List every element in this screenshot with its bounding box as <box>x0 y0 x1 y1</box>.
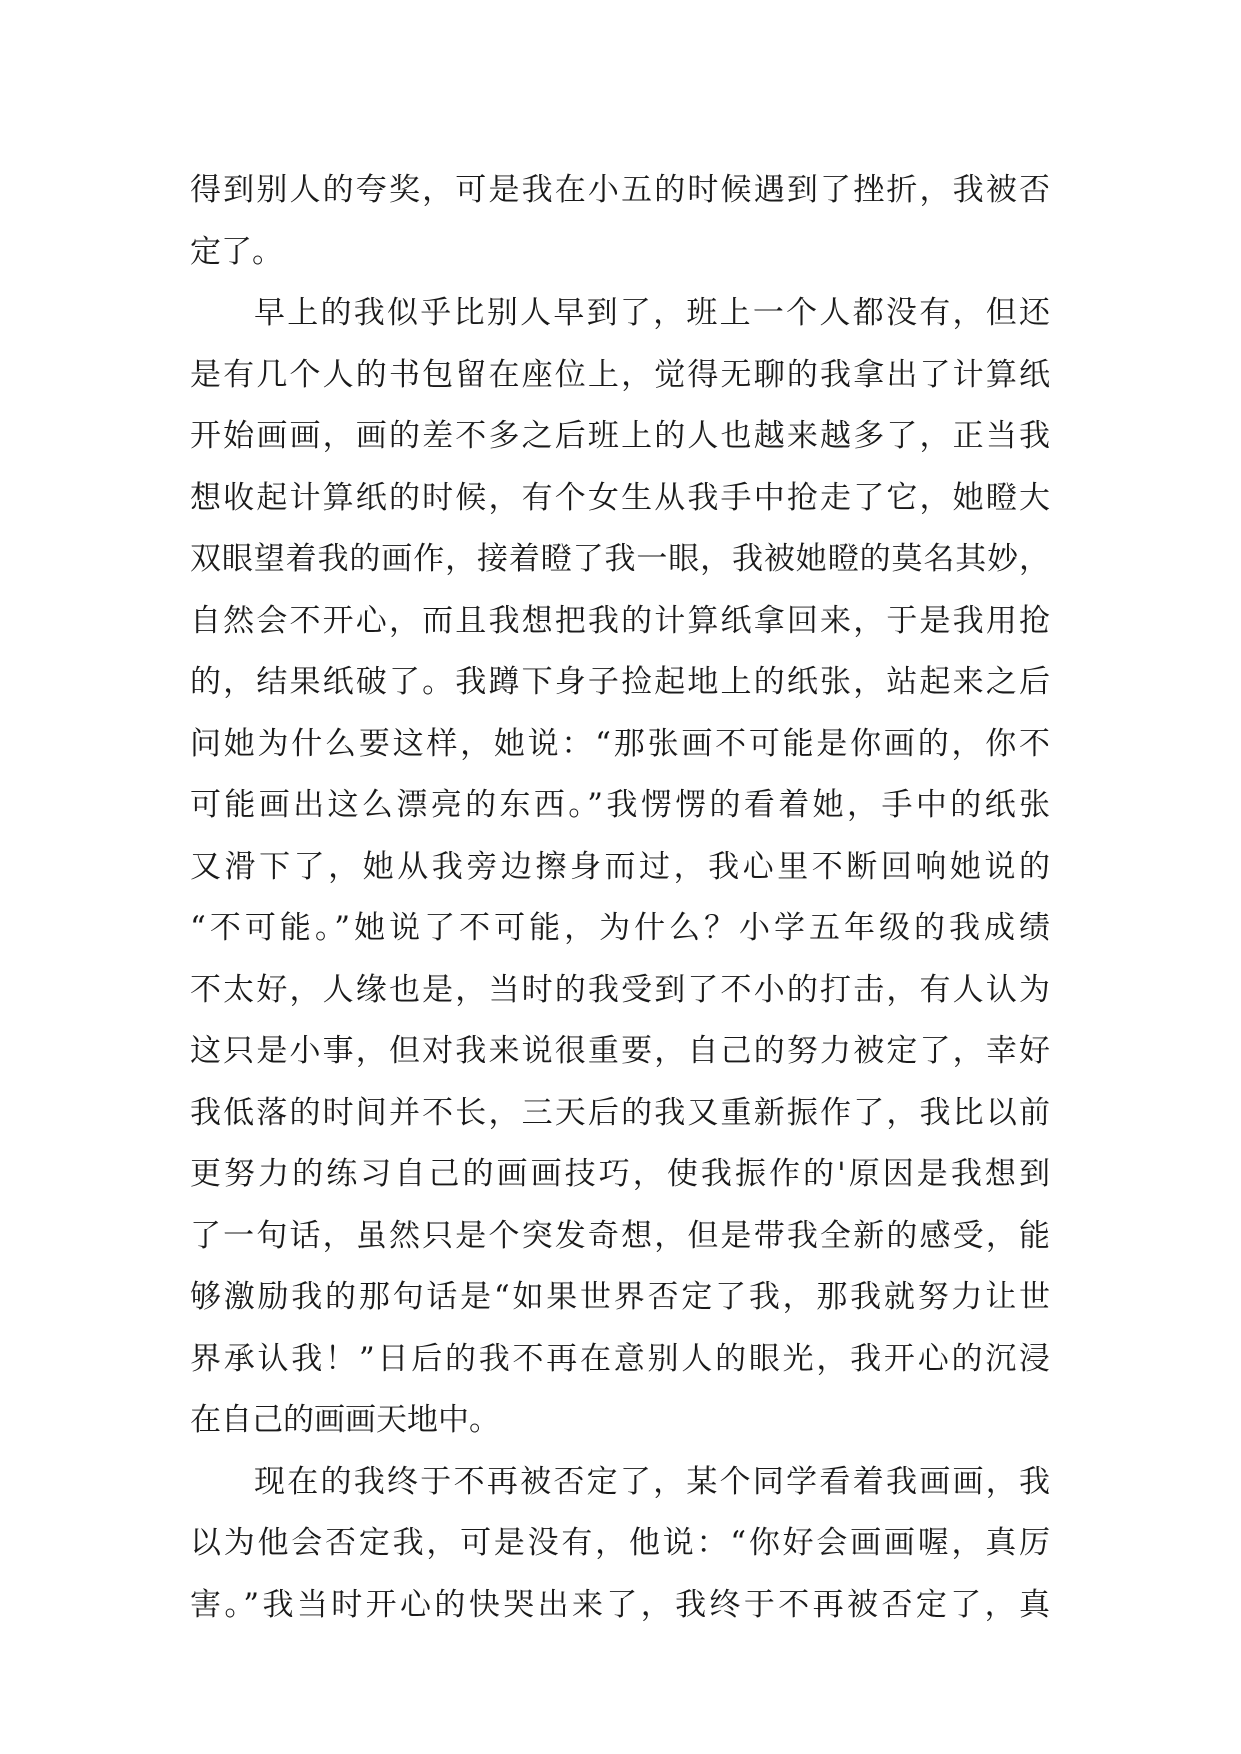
text-line: 够激励我的那句话是“如果世界否定了我，那我就努力让世 <box>190 1279 1050 1315</box>
text-line: 的，结果纸破了。我蹲下身子捡起地上的纸张，站起来之后 <box>190 664 1050 700</box>
text-line: 我低落的时间并不长，三天后的我又重新振作了，我比以前 <box>190 1094 1050 1131</box>
text-line: 在自己的画画天地中。 <box>190 1402 500 1438</box>
text-line: 现在的我终于不再被否定了，某个同学看着我画画，我 <box>254 1463 1050 1500</box>
paragraph-3 <box>190 1452 1050 1637</box>
text-line: 不太好，人缘也是，当时的我受到了不小的打击，有人认为 <box>190 971 1050 1008</box>
text-line: 早上的我似乎比别人早到了，班上一个人都没有，但还 <box>254 295 1050 331</box>
text-line: 害。”我当时开心的快哭出来了，我终于不再被否定了，真 <box>190 1586 1050 1623</box>
text-line: 开始画画，画的差不多之后班上的人也越来越多了，正当我 <box>190 418 1050 454</box>
text-line: 更努力的练习自己的画画技巧，使我振作的'原因是我想到 <box>190 1156 1050 1192</box>
text-line: 得到别人的夸奖，可是我在小五的时候遇到了挫折，我被否 <box>190 172 1050 208</box>
text-line: 自然会不开心，而且我想把我的计算纸拿回来，于是我用抢 <box>190 602 1050 639</box>
paragraph-2 <box>190 283 1050 1452</box>
text-line: 以为他会否定我，可是没有，他说：“你好会画画喔，真厉 <box>190 1525 1050 1561</box>
text-line: 又滑下了，她从我旁边擦身而过，我心里不断回响她说的 <box>190 848 1050 885</box>
text-line: 问她为什么要这样，她说：“那张画不可能是你画的，你不 <box>190 725 1050 762</box>
text-line: 了一句话，虽然只是个突发奇想，但是带我全新的感受，能 <box>190 1217 1050 1254</box>
text-line: 界承认我！”日后的我不再在意别人的眼光，我开心的沉浸 <box>190 1340 1050 1377</box>
text-line: 是有几个人的书包留在座位上，觉得无聊的我拿出了计算纸 <box>190 356 1050 393</box>
text-line: 这只是小事，但对我来说很重要，自己的努力被定了，幸好 <box>190 1033 1050 1069</box>
text-line: 双眼望着我的画作，接着瞪了我一眼，我被她瞪的莫名其妙， <box>190 541 1050 577</box>
text-line: 定了。 <box>190 233 283 270</box>
paragraph-1 <box>190 160 1050 283</box>
text-line: “不可能。”她说了不可能，为什么？小学五年级的我成绩 <box>190 910 1050 946</box>
document-body <box>190 160 1050 1636</box>
text-line: 想收起计算纸的时候，有个女生从我手中抢走了它，她瞪大 <box>190 479 1050 516</box>
text-line: 可能画出这么漂亮的东西。”我愣愣的看着她，手中的纸张 <box>190 787 1050 823</box>
